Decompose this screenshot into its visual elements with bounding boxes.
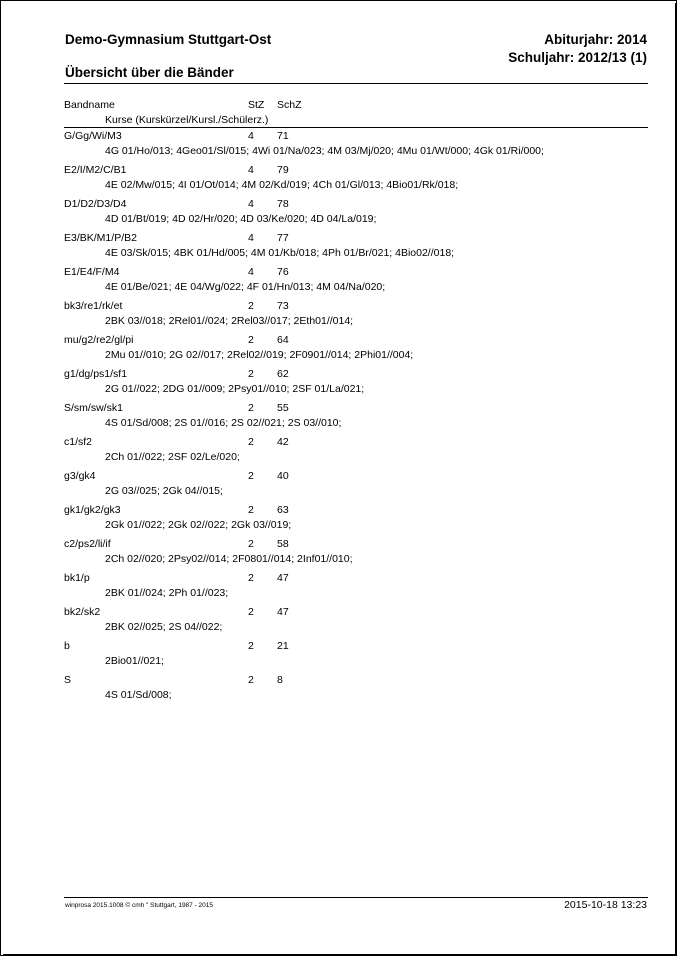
band-row bbox=[0, 368, 677, 402]
band-stz: 2 bbox=[248, 334, 254, 346]
band-name: g3/gk4 bbox=[64, 470, 96, 482]
band-schz: 47 bbox=[277, 572, 289, 584]
band-stz: 2 bbox=[248, 402, 254, 414]
band-name: g1/dg/ps1/sf1 bbox=[64, 368, 128, 380]
column-header-kurse: Kurse (Kurskürzel/Kursl./Schülerz.) bbox=[105, 114, 269, 126]
band-row bbox=[0, 538, 677, 572]
column-header-stz: StZ bbox=[248, 99, 265, 111]
band-stz: 2 bbox=[248, 606, 254, 618]
band-schz: 77 bbox=[277, 232, 289, 244]
band-name: c1/sf2 bbox=[64, 436, 93, 448]
band-stz: 4 bbox=[248, 266, 254, 278]
band-stz: 2 bbox=[248, 300, 254, 312]
band-kurse: 4D 01/Bt/019; 4D 02/Hr/020; 4D 03/Ke/020; 4D 04/La/019; bbox=[105, 213, 377, 225]
band-kurse: 2G 01//022; 2DG 01//009; 2Psy01//010; 2SF 01/La/021; bbox=[105, 383, 365, 395]
band-schz: 21 bbox=[277, 640, 289, 652]
band-kurse: 4G 01/Ho/013; 4Geo01/Sl/015; 4Wi 01/Na/023; 4M 03/Mj/020; 4Mu 01/Wt/000; 4Gk 01/Ri/000; bbox=[105, 145, 544, 157]
band-kurse: 2Bio01//021; bbox=[105, 655, 164, 667]
band-name: E3/BK/M1/P/B2 bbox=[64, 232, 137, 244]
band-kurse: 2BK 01//024; 2Ph 01//023; bbox=[105, 587, 229, 599]
band-stz: 4 bbox=[248, 164, 254, 176]
abiturjahr: Abiturjahr: 2014 bbox=[544, 32, 647, 47]
band-schz: 8 bbox=[277, 674, 283, 686]
band-row bbox=[0, 266, 677, 300]
band-stz: 2 bbox=[248, 368, 254, 380]
band-stz: 4 bbox=[248, 232, 254, 244]
band-row bbox=[0, 470, 677, 504]
band-schz: 40 bbox=[277, 470, 289, 482]
footer-divider bbox=[64, 897, 648, 898]
band-row bbox=[0, 300, 677, 334]
band-name: gk1/gk2/gk3 bbox=[64, 504, 121, 516]
band-kurse: 4S 01/Sd/008; bbox=[105, 689, 172, 701]
band-row bbox=[0, 436, 677, 470]
band-schz: 42 bbox=[277, 436, 289, 448]
band-kurse: 2Ch 01//022; 2SF 02/Le/020; bbox=[105, 451, 240, 463]
column-header-bandname: Bandname bbox=[64, 99, 115, 111]
band-row bbox=[0, 640, 677, 674]
band-stz: 4 bbox=[248, 130, 254, 142]
band-schz: 63 bbox=[277, 504, 289, 516]
band-row bbox=[0, 164, 677, 198]
footer-copyright: winprosa 2015.1008 © cmh " Stuttgart, 1987 - 2015 bbox=[65, 902, 214, 909]
schuljahr: Schuljahr: 2012/13 (1) bbox=[508, 50, 647, 65]
band-stz: 4 bbox=[248, 198, 254, 210]
band-name: bk1/p bbox=[64, 572, 90, 584]
school-name: Demo-Gymnasium Stuttgart-Ost bbox=[65, 32, 272, 47]
band-row bbox=[0, 130, 677, 164]
band-row bbox=[0, 232, 677, 266]
band-name: c2/ps2/li/if bbox=[64, 538, 111, 550]
band-list bbox=[0, 130, 677, 708]
band-kurse: 2BK 03//018; 2Rel01//024; 2Rel03//017; 2Eth01//014; bbox=[105, 315, 354, 327]
band-stz: 2 bbox=[248, 538, 254, 550]
band-kurse: 2Gk 01//022; 2Gk 02//022; 2Gk 03//019; bbox=[105, 519, 292, 531]
band-schz: 71 bbox=[277, 130, 289, 142]
band-schz: 55 bbox=[277, 402, 289, 414]
band-kurse: 2Mu 01//010; 2G 02//017; 2Rel02//019; 2F0901//014; 2Phi01//004; bbox=[105, 349, 414, 361]
band-name: bk3/re1/rk/et bbox=[64, 300, 123, 312]
band-stz: 2 bbox=[248, 470, 254, 482]
band-row bbox=[0, 504, 677, 538]
band-stz: 2 bbox=[248, 436, 254, 448]
band-row bbox=[0, 334, 677, 368]
footer-timestamp: 2015-10-18 13:23 bbox=[564, 899, 647, 911]
band-schz: 47 bbox=[277, 606, 289, 618]
band-schz: 78 bbox=[277, 198, 289, 210]
band-name: b bbox=[64, 640, 70, 652]
band-row bbox=[0, 402, 677, 436]
band-kurse: 2G 03//025; 2Gk 04//015; bbox=[105, 485, 223, 497]
band-row bbox=[0, 198, 677, 232]
report-title: Übersicht über die Bänder bbox=[65, 65, 234, 80]
band-schz: 76 bbox=[277, 266, 289, 278]
band-schz: 79 bbox=[277, 164, 289, 176]
band-stz: 2 bbox=[248, 674, 254, 686]
band-kurse: 4S 01/Sd/008; 2S 01//016; 2S 02//021; 2S 03//010; bbox=[105, 417, 342, 429]
band-name: E1/E4/F/M4 bbox=[64, 266, 120, 278]
band-row bbox=[0, 674, 677, 708]
band-stz: 2 bbox=[248, 572, 254, 584]
column-header-schz: SchZ bbox=[277, 99, 302, 111]
band-name: E2/I/M2/C/B1 bbox=[64, 164, 127, 176]
band-kurse: 4E 02/Mw/015; 4I 01/Ot/014; 4M 02/Kd/019; 4Ch 01/Gl/013; 4Bio01/Rk/018; bbox=[105, 179, 459, 191]
band-row bbox=[0, 572, 677, 606]
band-name: mu/g2/re2/gl/pi bbox=[64, 334, 134, 346]
band-kurse: 2Ch 02//020; 2Psy02//014; 2F0801//014; 2Inf01//010; bbox=[105, 553, 353, 565]
band-schz: 73 bbox=[277, 300, 289, 312]
band-kurse: 4E 03/Sk/015; 4BK 01/Hd/005; 4M 01/Kb/018; 4Ph 01/Br/021; 4Bio02//018; bbox=[105, 247, 455, 259]
band-kurse: 2BK 02//025; 2S 04//022; bbox=[105, 621, 223, 633]
band-kurse: 4E 01/Be/021; 4E 04/Wg/022; 4F 01/Hn/013; 4M 04/Na/020; bbox=[105, 281, 386, 293]
band-schz: 62 bbox=[277, 368, 289, 380]
header-divider bbox=[64, 127, 648, 128]
band-row bbox=[0, 606, 677, 640]
band-stz: 2 bbox=[248, 640, 254, 652]
band-name: S bbox=[64, 674, 72, 686]
band-schz: 64 bbox=[277, 334, 289, 346]
band-name: S/sm/sw/sk1 bbox=[64, 402, 123, 414]
band-name: G/Gg/Wi/M3 bbox=[64, 130, 122, 142]
band-name: bk2/sk2 bbox=[64, 606, 101, 618]
band-stz: 2 bbox=[248, 504, 254, 516]
band-schz: 58 bbox=[277, 538, 289, 550]
title-divider bbox=[64, 83, 648, 84]
band-name: D1/D2/D3/D4 bbox=[64, 198, 127, 210]
